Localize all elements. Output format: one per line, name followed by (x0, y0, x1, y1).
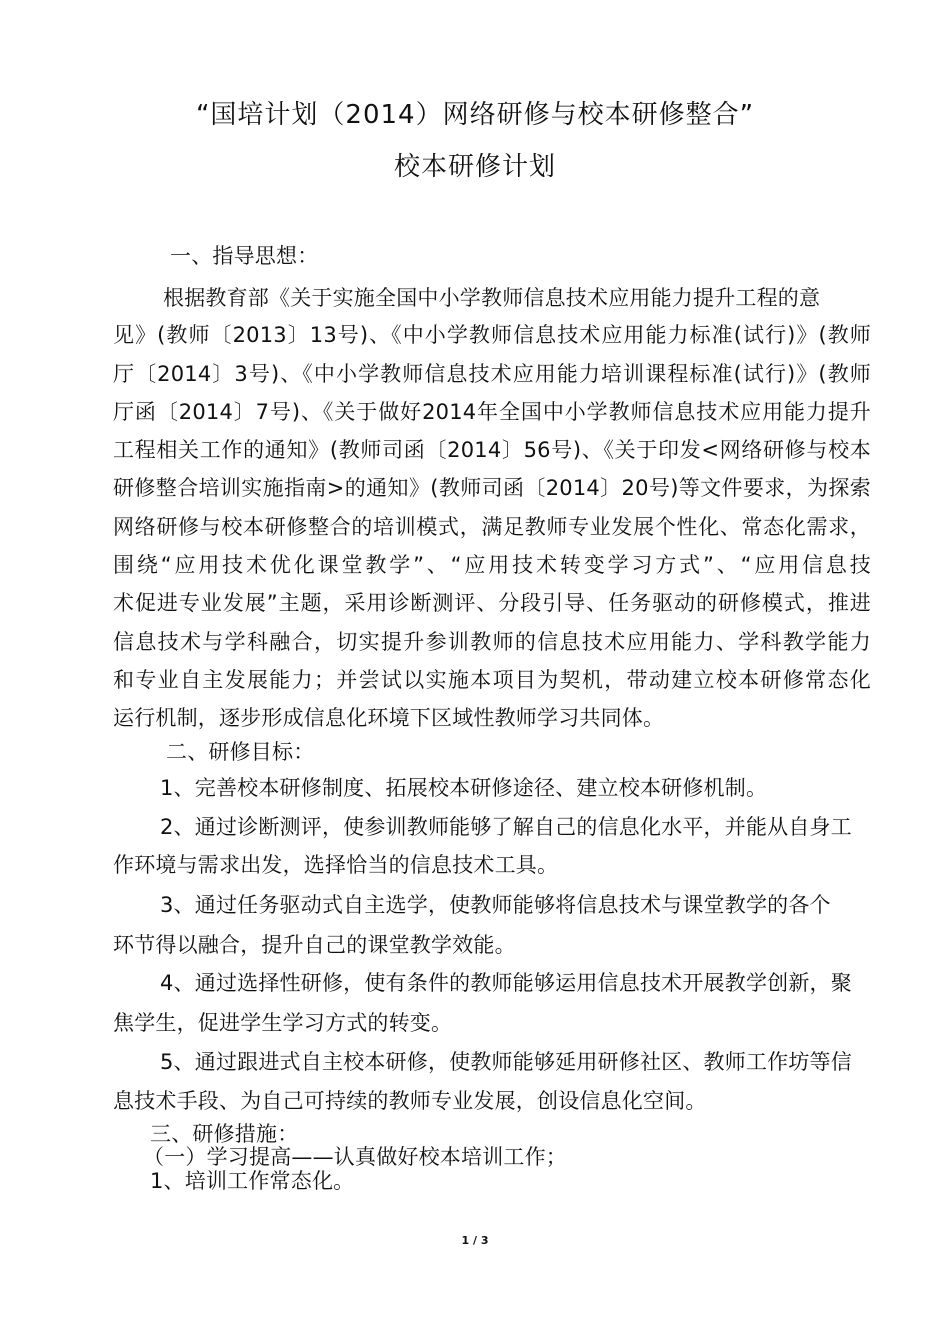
goal-item-5-line-1: 5、通过跟进式自主校本研修，使教师能够延用研修社区、教师工作坊等信 (160, 1050, 852, 1074)
goal-item-2-line-1: 2、通过诊断测评，使参训教师能够了解自己的信息化水平，并能从自身工 (160, 815, 852, 839)
measures-subheading-1: （一）学习提高——认真做好校本培训工作； (143, 1145, 567, 1169)
paragraph-line: 厅〔2014〕3号)、《中小学教师信息技术应用能力培训课程标准(试行)》(教师 (113, 362, 871, 386)
goal-item-3-line-2: 环节得以融合，提升自己的课堂教学效能。 (113, 933, 516, 957)
goal-item-3-line-1: 3、通过任务驱动式自主选学，使教师能够将信息技术与课堂教学的各个 (160, 893, 831, 917)
measures-item-1: 1、培训工作常态化。 (150, 1169, 355, 1193)
section-heading-guiding-ideology: 一、指导思想： (170, 244, 319, 268)
goal-item-4-line-1: 4、通过选择性研修，使有条件的教师能够运用信息技术开展教学创新，聚 (160, 971, 852, 995)
paragraph-line: 厅函〔2014〕7号)、《关于做好2014年全国中小学教师信息技术应用能力提升 (113, 400, 871, 424)
document-title-line-1: “国培计划（2014）网络研修与校本研修整合” (195, 100, 755, 130)
paragraph-line: 研修整合培训实施指南>的通知》(教师司函〔2014〕20号)等文件要求，为探索 (113, 476, 871, 500)
page-number: 1 / 3 (461, 1234, 489, 1247)
goal-item-5-line-2: 息技术手段、为自己可持续的教师专业发展，创设信息化空间。 (113, 1089, 707, 1113)
goal-item-4-line-2: 焦学生，促进学生学习方式的转变。 (113, 1011, 453, 1035)
goal-item-1: 1、完善校本研修制度、拓展校本研修途径、建立校本研修机制。 (160, 776, 768, 800)
section-heading-measures: 三、研修措施： (150, 1122, 299, 1146)
paragraph-line: 信息技术与学科融合，切实提升参训教师的信息技术应用能力、学科教学能力 (113, 630, 871, 654)
paragraph-line: 根据教育部《关于实施全国中小学教师信息技术应用能力提升工程的意 (163, 286, 821, 310)
goal-item-2-line-2: 作环境与需求出发，选择恰当的信息技术工具。 (113, 853, 559, 877)
section-heading-goals: 二、研修目标： (166, 740, 315, 764)
paragraph-line: 术促进专业发展”主题，采用诊断测评、分段引导、任务驱动的研修模式，推进 (113, 591, 871, 615)
paragraph-line: 工程相关工作的通知》(教师司函〔2014〕56号)、《关于印发<网络研修与校本 (113, 438, 871, 462)
paragraph-line: 见》(教师〔2013〕13号)、《中小学教师信息技术应用能力标准(试行)》(教师 (113, 323, 871, 347)
paragraph-line: 和专业自主发展能力；并尝试以实施本项目为契机，带动建立校本研修常态化 (113, 668, 871, 692)
paragraph-line: 运行机制，逐步形成信息化环境下区域性教师学习共同体。 (113, 706, 665, 730)
paragraph-line: 围绕“应用技术优化课堂教学”、“应用技术转变学习方式”、“应用信息技 (113, 553, 871, 577)
document-title-line-2: 校本研修计划 (393, 152, 556, 182)
paragraph-line: 网络研修与校本研修整合的培训模式，满足教师专业发展个性化、常态化需求， (113, 515, 871, 539)
